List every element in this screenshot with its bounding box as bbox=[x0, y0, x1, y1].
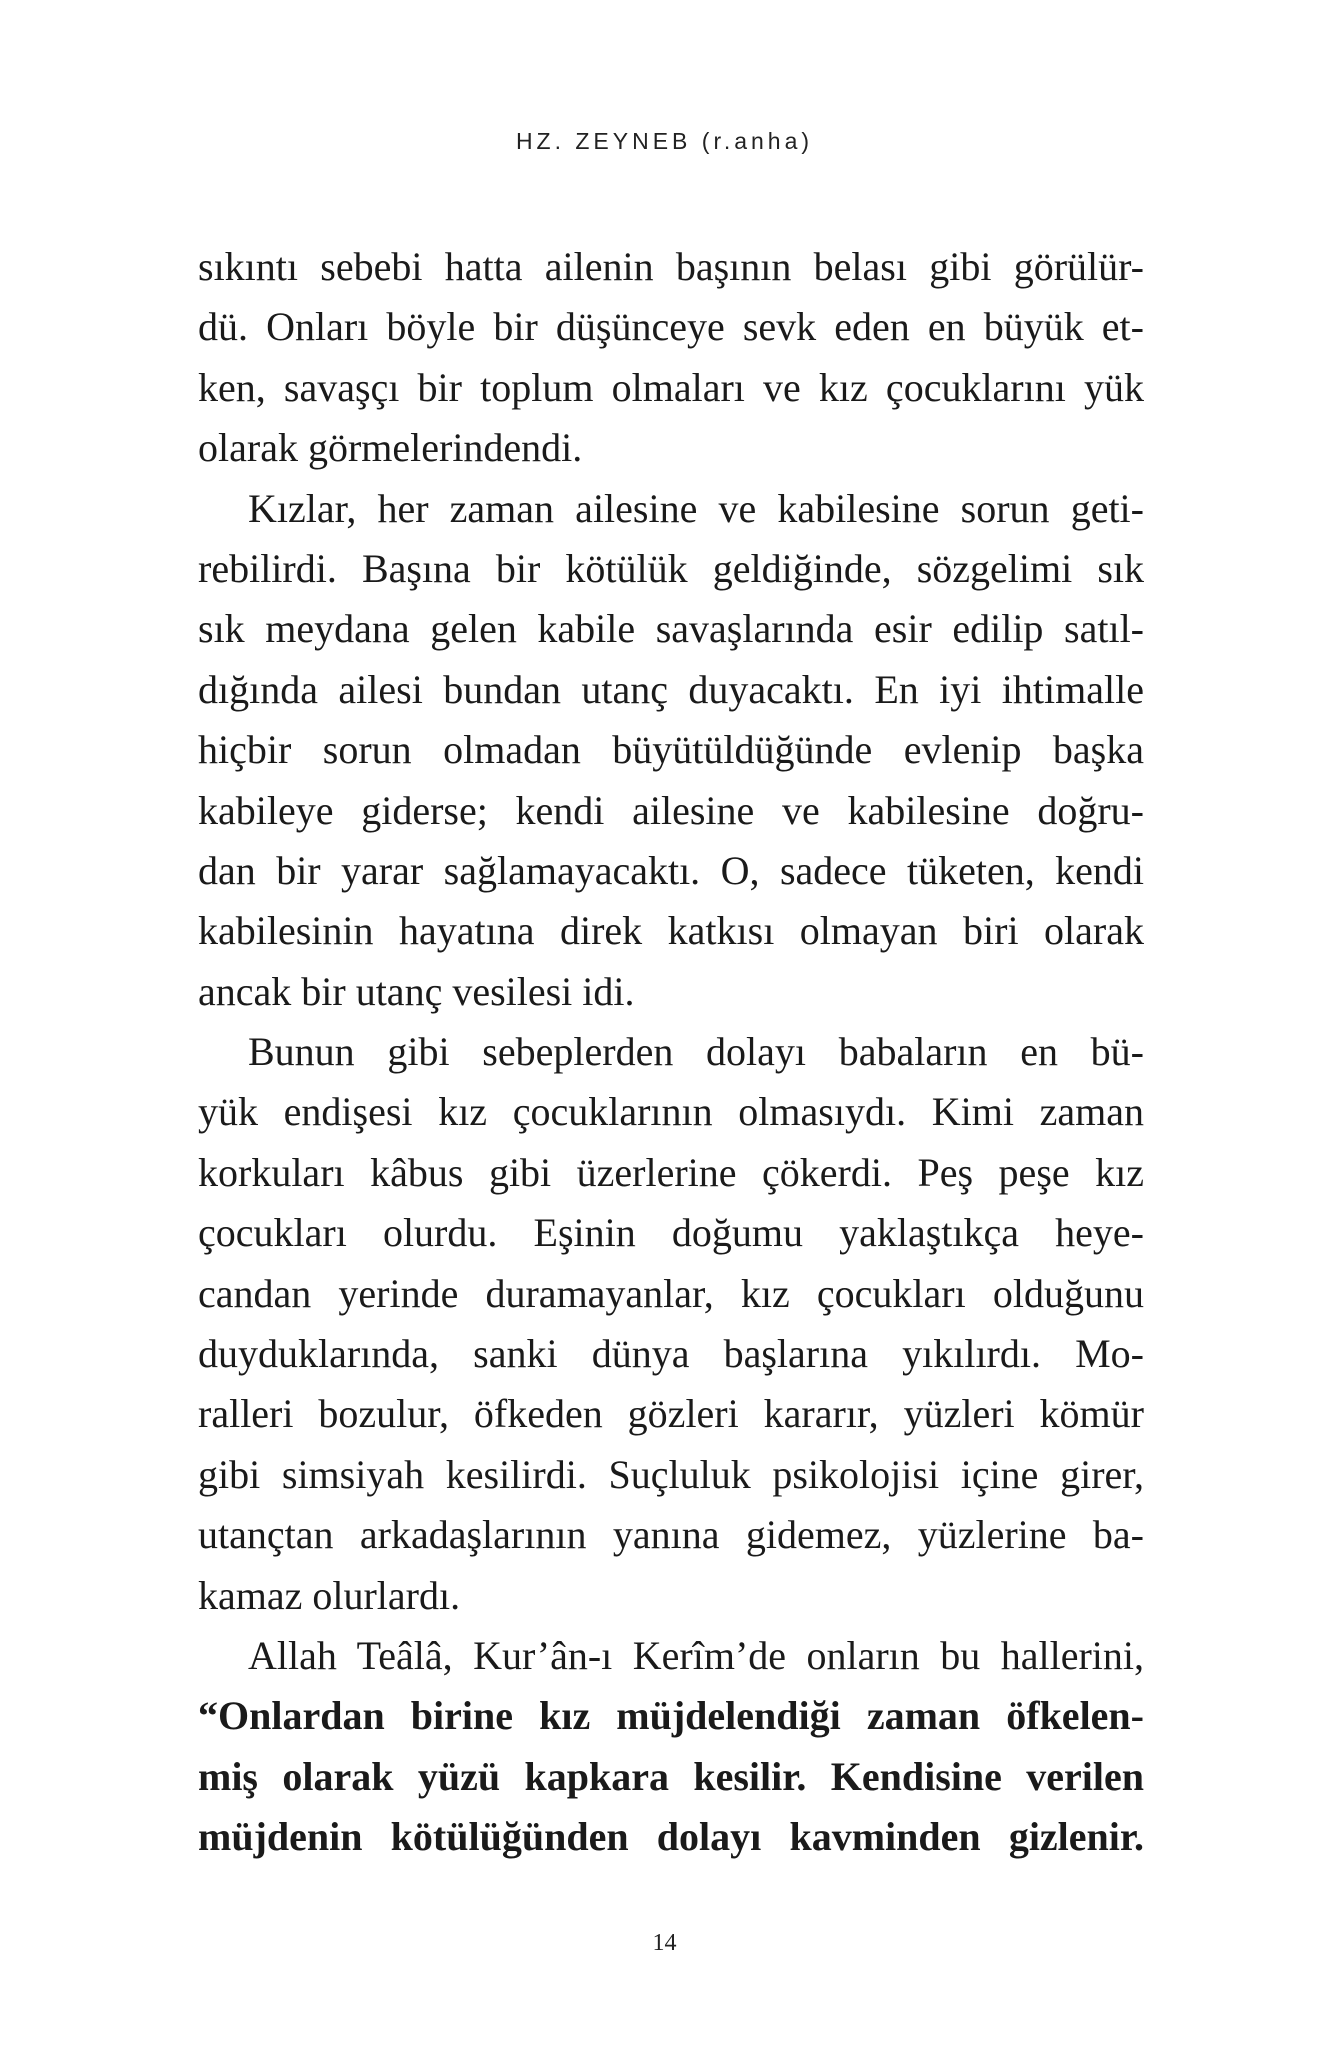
text-line: yük endişesi kız çocuklarının olmasıydı. Kimi zaman bbox=[198, 1089, 1144, 1135]
text-line: kabilesinin hayatına direk katkısı olmayan biri olarak bbox=[198, 908, 1144, 954]
text-line: hiçbir sorun olmadan büyütüldüğünde evlenip başka bbox=[198, 727, 1144, 773]
text-line: çocukları olurdu. Eşinin doğumu yaklaştıkça heye- bbox=[198, 1210, 1144, 1256]
text-line: dan bir yarar sağlamayacaktı. O, sadece tüketen, kendi bbox=[198, 847, 1144, 893]
text-line: Allah Teâlâ, Kur’ân-ı Kerîm’de onların bu hallerini, bbox=[248, 1632, 1144, 1678]
quote-line: müjdenin kötülüğünden dolayı kavminden gizlenir. bbox=[198, 1814, 1144, 1860]
text-line: sık meydana gelen kabile savaşlarında esir edilip satıl- bbox=[198, 606, 1144, 652]
page-body bbox=[198, 237, 1144, 1868]
text-line: duyduklarında, sanki dünya başlarına yıkılırdı. Mo- bbox=[198, 1331, 1144, 1377]
text-line: sıkıntı sebebi hatta ailenin başının belası gibi görülür- bbox=[198, 244, 1144, 289]
text-line: korkuları kâbus gibi üzerlerine çökerdi. Peş peşe kız bbox=[198, 1149, 1144, 1195]
text-line: gibi simsiyah kesilirdi. Suçluluk psikolojisi içine girer, bbox=[198, 1451, 1144, 1497]
text-line: kabileye giderse; kendi ailesine ve kabilesine doğru- bbox=[198, 787, 1144, 833]
text-line: dığında ailesi bundan utanç duyacaktı. En iyi ihtimalle bbox=[198, 666, 1144, 712]
quote-line: miş olarak yüzü kapkara kesilir. Kendisine verilen bbox=[198, 1753, 1144, 1799]
running-header: HZ. ZEYNEB (r.anha) bbox=[515, 128, 814, 154]
text-line: Bunun gibi sebeplerden dolayı babaların en bü- bbox=[248, 1029, 1144, 1075]
text-line: rebilirdi. Başına bir kötülük geldiğinde, sözgelimi sık bbox=[198, 545, 1144, 591]
page-number: 14 bbox=[652, 1930, 677, 1956]
text-line: kamaz olurlardı. bbox=[198, 1572, 461, 1618]
text-line: candan yerinde duramayanlar, kız çocukları olduğunu bbox=[198, 1270, 1144, 1316]
text-line: dü. Onları böyle bir düşünceye sevk eden en büyük et- bbox=[198, 304, 1144, 350]
text-line: ancak bir utanç vesilesi idi. bbox=[198, 968, 635, 1014]
text-line: Kızlar, her zaman ailesine ve kabilesine sorun geti- bbox=[248, 485, 1144, 531]
text-line: ken, savaşçı bir toplum olmaları ve kız çocuklarını yük bbox=[198, 364, 1144, 410]
quote-line: “Onlardan birine kız müjdelendiği zaman öfkelen- bbox=[198, 1693, 1144, 1739]
text-line: olarak görmelerindendi. bbox=[198, 425, 583, 471]
text-line: utançtan arkadaşlarının yanına gidemez, yüzlerine ba- bbox=[198, 1512, 1144, 1558]
text-line: ralleri bozulur, öfkeden gözleri kararır, yüzleri kömür bbox=[198, 1391, 1144, 1437]
